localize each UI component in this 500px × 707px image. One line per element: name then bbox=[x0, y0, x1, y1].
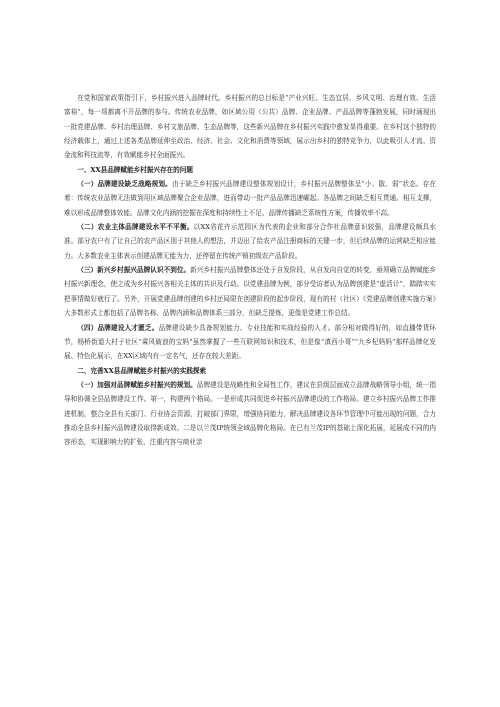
paragraph-1-lead: （一）品牌建设缺乏战略规划。 bbox=[77, 180, 172, 189]
paragraph-1-body: 由于缺乏乡村振兴品牌建设整体规划设计，乡村振兴品牌整体呈“小、散、弱”状态。存在着：传统农业品牌无法做到用区域品牌聚合企业品牌，进而带动一批产品品牌迅速崛起。各品牌之间缺乏相互贯通、相互支撑，难以形成品牌整体效能。品牌文化内涵的挖掘在深度和持续性上不足。品牌传播缺乏系统性方案，传播效率不高。 bbox=[64, 180, 437, 217]
paragraph-2-body: 以XX省花卉示范园区为代表的企业和部分合作社品牌意识较强，品牌建设颇具水准。部分农户有了让自己的农产品区别于其他人的想法，并迈出了给农产品注册商标的关键一步，但后续品牌的运营缺乏相应能力。大多数农业主体表示创建品牌无能为力，还停留在传统产销初级农产品阶段。 bbox=[64, 223, 437, 260]
paragraph-5 bbox=[64, 378, 436, 450]
paragraph-2 bbox=[64, 220, 436, 263]
paragraph-5-lead: （一）加强对品牌赋能乡村振兴的规划。 bbox=[77, 380, 197, 389]
paragraph-2-lead: （二）农业主体品牌建设水平不平衡。 bbox=[77, 223, 194, 232]
paragraph-4-body: 品牌建设缺少具备规划能力、专业技能和实战经验的人才。部分相对做得好的，如直播带货环节，杨桥街道大村子社区“乘风破浪的宝妈”虽然掌握了一些互联网知识和技术，但是像“滇西小哥”“九乡杞妈妈”那样品牌化发展、特色化展示，在XX区域内有一定名气，还存在较大差距。 bbox=[64, 323, 436, 361]
document-page bbox=[64, 91, 436, 450]
paragraph-1 bbox=[64, 177, 436, 220]
paragraph-5-body: 品牌建设是战略性和全局性工作，建议在县级层面成立品牌战略领导小组，统一指导和协调全县品牌建设工作。第一，构建两个格局。一是形成共同促进乡村振兴品牌建设的工作格局。建立乡村振兴品牌工作推进机制，整合全县有关部门、行业协会资源，打破部门界限，增强协同能力，解决品牌建设各环节管理中可能出现的问题，合力推动全县乡村振兴品牌建设取得新成效。二是以兰茂IP统领全域品牌化格局。在已有兰茂IP的基础上深化拓展，延展成不同的内容形态，实现影响力的扩张，注重内容与商业亲 bbox=[64, 380, 437, 447]
paragraph-3 bbox=[64, 263, 436, 320]
paragraph-3-body: 新兴乡村振兴品牌整体还处于自发阶段，从自发向自觉的转变，亟须确立品牌赋能乡村振兴新理念，使之成为乡村振兴各相关主体的共识及行动。以党建品牌为例，部分受访者认为品牌创建是“虚活计”，踏踏实实把事情做好就行了。另外，开展党建品牌创建的乡村还局限在创建阶段的起步阶段，现有的村（社区）《党建品牌创建实施方案》大多数形式上都包括了品牌名称、品牌内涵和品牌体系三部分，但缺乏提炼，更像是党建工作总结。 bbox=[64, 266, 437, 318]
intro-paragraph: 在党和国家政策指引下，乡村振兴进入品牌时代。乡村振兴的总目标是“产业兴旺、生态宜居、乡风文明、治理有效、生活富裕”，每一项都离不开品牌的参与。传统农业品牌，如区域公用（公共）品牌、企业品牌、产品品牌等蓬勃发展，同时涌现出一批党建品牌、乡村治理品牌、乡村文旅品牌、生态品牌等，这些新兴品牌在乡村振兴实践中愈发显得重要。在乡村这个独特的经济载体上，通过上述各类品牌延伸至政治、经济、社会、文化和消费等领域，展示出乡村的独特竞争力，以此吸引人才流、资金流和科技流等，有效赋能乡村全面振兴。 bbox=[64, 94, 436, 160]
section-1-heading: 一、XX县品牌赋能乡村振兴存在的问题 bbox=[77, 165, 193, 174]
paragraph-4 bbox=[64, 321, 436, 364]
paragraph-4-lead: （四）品牌建设人才匮乏。 bbox=[77, 323, 159, 332]
paragraph-3-lead: （三）新兴乡村振兴品牌认识不到位。 bbox=[77, 266, 191, 275]
section-2-heading: 二、完善XX县品牌赋能乡村振兴的实践探索 bbox=[77, 366, 207, 375]
